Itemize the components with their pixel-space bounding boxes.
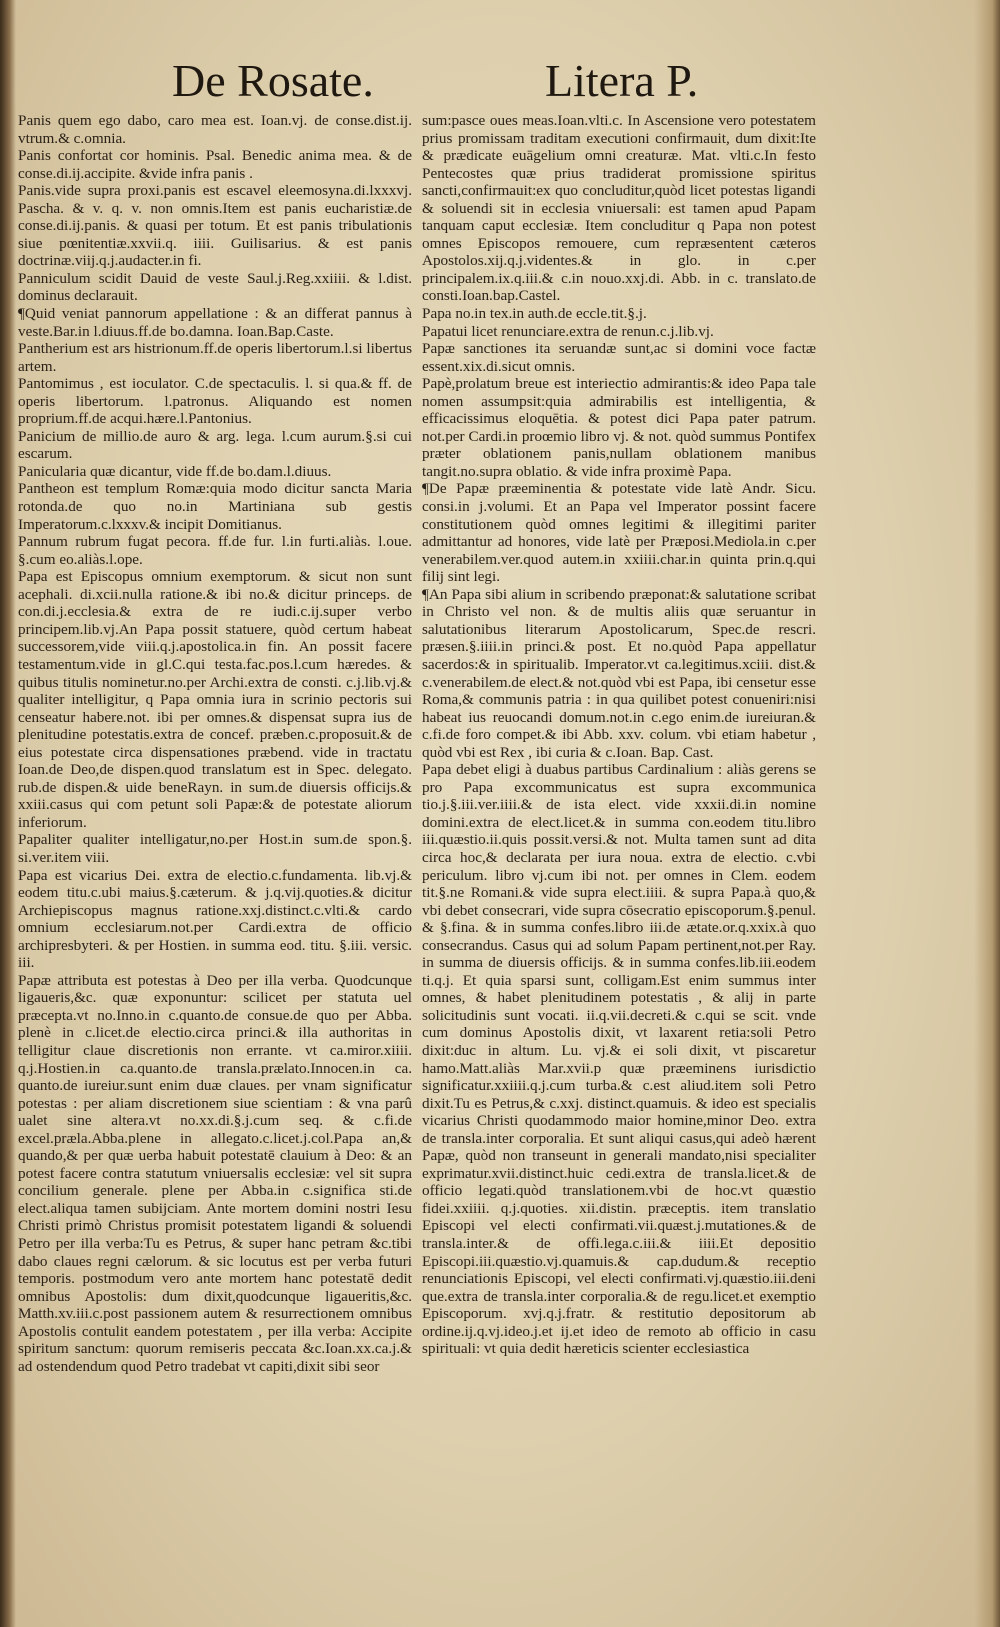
entry: Panis confortat cor hominis. Psal. Benedic anima mea. & de conse.di.ij.accipite. &vide infra panis . [18, 147, 412, 182]
entry: ¶An Papa sibi alium in scribendo præponat:& salutatione scribat in Christo vel non. & de multis aliis quæ seruantur in salutationibus literarum Apostolicarum, Spec.de rescri. præsen.§.iiii.in princi.& post. Et no.quòd Papa appellatur sacerdos:& in spiritualib. Imperator.vt ca.legitimus.xciii. dist.& c.venerabilem.de elect.& not.quòd vbi est Papa, ibi censetur esse Roma,& communis patria : in qua quilibet potest conueniri:nisi habeat ius reuocandi domum.not.in c.ego enim.de iureiuran.& c.fi.de foro compet.& ibi Abb. xxv. colum. vbi etiam habetur , quòd vbi est Rex , ibi curia & c.Ioan. Bap. Cast. [422, 585, 816, 761]
entry: Panis.vide supra proxi.panis est escavel eleemosyna.di.lxxxvj. Pascha. & v. q. v. non omnis.Item est panis eucharistiæ.de conse.di.ij.panis. & quasi per totum. Et est panis tribulationis siue pœnitentiæ.xxvii.q. iiii. Guilisarius. & est panis doctrinæ.viij.q.j.audacter.in fi. [18, 182, 412, 270]
entry: Papa est Episcopus omnium exemptorum. & sicut non sunt acephali. di.xcii.nulla ratione.& ibi no.& dicitur princeps. de con.di.j.ecclesia.& extra de re iudi.c.ij.super verbo principem.lib.vj.An Papa possit statuere, quòd certum habeat successorem,vide viii.q.j.apostolica.in fin. An possit facere testamentum.vide in gl.C.qui testa.fac.pos.l.cum hæredes. & quibus titulis nominetur.no.per Archi.extra de consti. c.j.lib.vj.& qualiter intelligitur, q Papa omnia iura in scrinio pectoris sui censeatur habere.not. ibi per omnes.& dispensat supra ius de plenitudine potestatis.extra de concef. præben.c.proposuit.& de eius potestate circa dispensationes præbend. vide in tractatu Ioan.de Deo,de dispen.quod translatum est in Spec. delegato. rub.de dispen.& uide beneRayn. in sum.de diuersis officijs.& xxiii.casus qui com petunt soli Papæ:& de potestate aliorum inferiorum. [18, 568, 412, 831]
entry: Papa no.in tex.in auth.de eccle.tit.§.j. [422, 305, 647, 323]
entry: Papa est vicarius Dei. extra de electio.c.fundamenta. lib.vj.& eodem titu.c.ubi maius.§.cæterum. & j.q.vij.quoties.& dicitur Archiepiscopus magnus ratione.xxj.distinct.c.vlti.& cardo omnium ecclesiarum.not.per Cardi.extra de officio archipresbyteri. & per Hostien. in summa eod. titu. §.iii. versic. iii. [18, 866, 412, 972]
entry: ¶De Papæ præeminentia & potestate vide latè Andr. Sicu. consi.in j.volumi. Et an Papa vel Imperator possint facere constitutionem quòd omnes legitimi & illegitimi pariter admittantur ad honores, vide latè per Præposi.Mediola.in c.per venerabilem.ver.quod autem.in xxiiii.char.in quinta prin.q.qui filij sint legi. [422, 480, 816, 586]
entry: Panniculum scidit Dauid de veste Saul.j.Reg.xxiiii. & l.dist. dominus declarauit. [18, 269, 412, 305]
entry: Pantomimus , est ioculator. C.de spectaculis. l. si qua.& ff. de operis libertorum. l.patronus. Aliquando est nomen proprium.ff.de acqui.hære.l.Pantonius. [18, 375, 412, 428]
running-title-right: Litera P. [545, 55, 699, 106]
entry: Papaliter qualiter intelligatur,no.per Host.in sum.de spon.§. si.ver.item viii. [18, 831, 412, 866]
entry: Pannum rubrum fugat pecora. ff.de fur. l.in furti.aliàs. l.oue. §.cum eo.aliàs.l.ope. [18, 533, 412, 568]
entry: Panicium de millio.de auro & arg. lega. l.cum aurum.§.si cui escarum. [18, 427, 412, 463]
entry: Papè,prolatum breue est interiectio admirantis:& ideo Papa tale nomen assumpsit:quia admirabilis est intelligentia, & efficacissimus eloquētia. & potest dici Papa pater patrum. not.per Cardi.in proœmio libro vj. & not. quòd summus Pontifex præter oblationem panis,nullam oblationem manibus tangit.no.supra oblatio. & vide infra proximè Papa. [422, 375, 816, 480]
entry: Papatui licet renunciare.extra de renun.c.j.lib.vj. [422, 322, 714, 340]
entry: Papæ sanctiones ita seruandæ sunt,ac si domini voce factæ essent.xix.di.sicut omnis. [422, 340, 816, 375]
entry: Pantheon est templum Romæ:quia modo dicitur sancta Maria rotonda.de quo no.in Martiniana sub gestis Imperatorum.c.lxxxv.& incipit Domitianus. [18, 480, 412, 533]
entry: Panis quem ego dabo, caro mea est. Ioan.vj. de conse.dist.ij. vtrum.& c.omnia. [18, 112, 412, 147]
entry: Pantherium est ars histrionum.ff.de operis libertorum.l.si libertus artem. [18, 340, 412, 375]
book-spine-shadow [0, 0, 16, 1627]
entry: Panicularia quæ dicantur, vide ff.de bo.dam.l.diuus. [18, 462, 332, 480]
right-text-column [422, 112, 816, 1358]
entry: ¶Quid veniat pannorum appellatione : & an differat pannus à veste.Bar.in l.diuus.ff.de bo.damna. Ioan.Bap.Caste. [18, 305, 412, 340]
page-edge-shadow [974, 0, 1000, 1627]
running-title-left: De Rosate. [172, 55, 374, 106]
entry: Papæ attributa est potestas à Deo per illa verba. Quodcunque ligaueris,&c. quæ exponuntur: scilicet per statuta uel præcepta.vt no.Inno.in c.quanto.de consue.de quo per Abba. plenè in c.licet.de electio.circa princi.& illa authoritas in telligitur claue discretionis non errante. vt ca.miror.xiiii. q.j.Hostien.in ca.quanto.de transla.prælato.Innocen.in ca. quanto.de iureiur.sunt enim duæ claues. per vnam significatur potestas : per aliam discretionem siue scientiam : & vna parû ualet sine altera.vt no.xx.di.§.j.cum seq. & c.fi.de excel.præla.Abba.plene in allegato.c.licet.j.col.Papa an,& quando,& per quæ uerba habuit potestatē clauium à Deo: & an potest facere contra statutum vniuersalis ecclesiæ: vel sit supra concilium generale. plene per Abba.in c.significa sti.de elect.aliqua tamen subijciam. Ante mortem domini nostri Iesu Christi primò Christus promisit potestatem ligandi & soluendi Petro per illa verba:Tu es Petrus, & super hanc petram &c.tibi dabo claues regni cælorum. & sic locutus est per verba futuri temporis. postmodum vero ante mortem hanc potestatē dedit omnibus Apostolis: dum dixit,quodcunque ligaueritis,&c. Matth.xv.iii.c.post passionem autem & resurrectionem omnibus Apostolis contulit eandem potestatem , per illa verba: Accipite spiritum sanctum: quorum remiseris peccata &c.Ioan.xx.ca.j.& ad ostendendum quod Petro tradebat vt capiti,dixit sibi seor [18, 971, 412, 1375]
left-text-column [18, 112, 412, 1375]
entry: sum:pasce oues meas.Ioan.vlti.c. In Ascensione vero potestatem prius promissam traditam executioni confirmauit, dum dixit:Ite & prædicate euāgelium omni creaturæ. Mat. vlti.c.In festo Pentecostes quæ prius tradiderat promissione spiritus sancti,confirmauit:ex quo concluditur,quòd licet potestas ligandi & soluendi sit in ecclesia vniuersali: est tamen apud Papam tanquam caput ecclesiæ. Item concluditur q Papa non potest omnes Episcopos remouere, cum repræsentent cæteros Apostolos.xij.q.j.videntes.& in glo. in c.per principalem.ix.q.iii.& c.in nouo.xxj.di. Abb. in c. translato.de consti.Ioan.bap.Castel. [422, 112, 816, 305]
entry: Papa debet eligi à duabus partibus Cardinalium : aliàs gerens se pro Papa excommunicatus est supra excommunica tio.j.§.iii.ver.iiii.& de ista elect. vide xxxii.di.in nomine domini.extra de elect.licet.& in summa con.eodem titu.libro iii.quæstio.ii.quis possit.versi.& not. Multa tamen sunt ad dita circa hoc,& declarata per iura noua. extra de electio. c.vbi periculum. libro vj.cum ibi not. per omnes in Clem. eodem tit.§.ne Romani.& vide supra elect.iiii. & supra Papa.à quo,& vbi debet consecrari, vide supra cōsecratio episcoporum.§.penul. & §.fina. & in summa confes.libro iii.de ætate.or.q.xxix.à quo consecrandus. Casus qui ad solum Papam pertinent,not.per Ray. in summa de diuersis officijs. & in summa confes.lib.iii.eodem ti.q.j. Et quia sparsi sunt, colligam.Est enim summus inter omnes, & habet plenitudinem potestatis , & alij in parte solicitudinis sunt vocati. ii.q.vii.decreti.& c.qui se scit. vnde cum dominus Apostolis dixit, vt laxarent retia:soli Petro dixit:duc in altum. Lu. vj.& ei soli dixit, vt piscaretur hamo.Matt.aliàs Mar.xvii.p quæ præeminens iurisdictio significatur.xxiiii.q.j.cum turba.& c.est aliud.item soli Petro dixit.Tu es Petrus,& c.xxj. distinct.quamuis. & ideo est specialis vicarius Christi quodammodo maior homine,minor Deo. extra de transla.inter corporalia. Et sunt aliqui casus,qui adeò hærent Papæ, quòd non transeunt in generali mandato,nisi specialiter exprimatur.xvii.distinct.huic cedi.extra de transla.licet.& de officio legati.quòd translationem.vbi de hoc.vt quæstio fidei.xxiiii. q.j.quoties. xii.distin. præceptis. item translatio Episcopi vel electi confirmati.vii.quæst.j.mutationes.& de transla.inter.& de offi.lega.c.iii.& iiii.Et depositio Episcopi.iii.quæstio.vj.quamuis.& cap.dudum.& receptio renunciationis Episcopi, vel electi confirmati.vj.quæstio.iii.deni que.extra de transla.inter corporalia.& de regu.licet.et exemptio Episcoporum. xvj.q.j.fratr. & restitutio depositorum ab ordine.ij.q.vj.ideo.j.et ij.et ideo de remoto ab officio in casu spirituali: vt quia dedit hæreticis scienter ecclesiastica [422, 761, 816, 1358]
